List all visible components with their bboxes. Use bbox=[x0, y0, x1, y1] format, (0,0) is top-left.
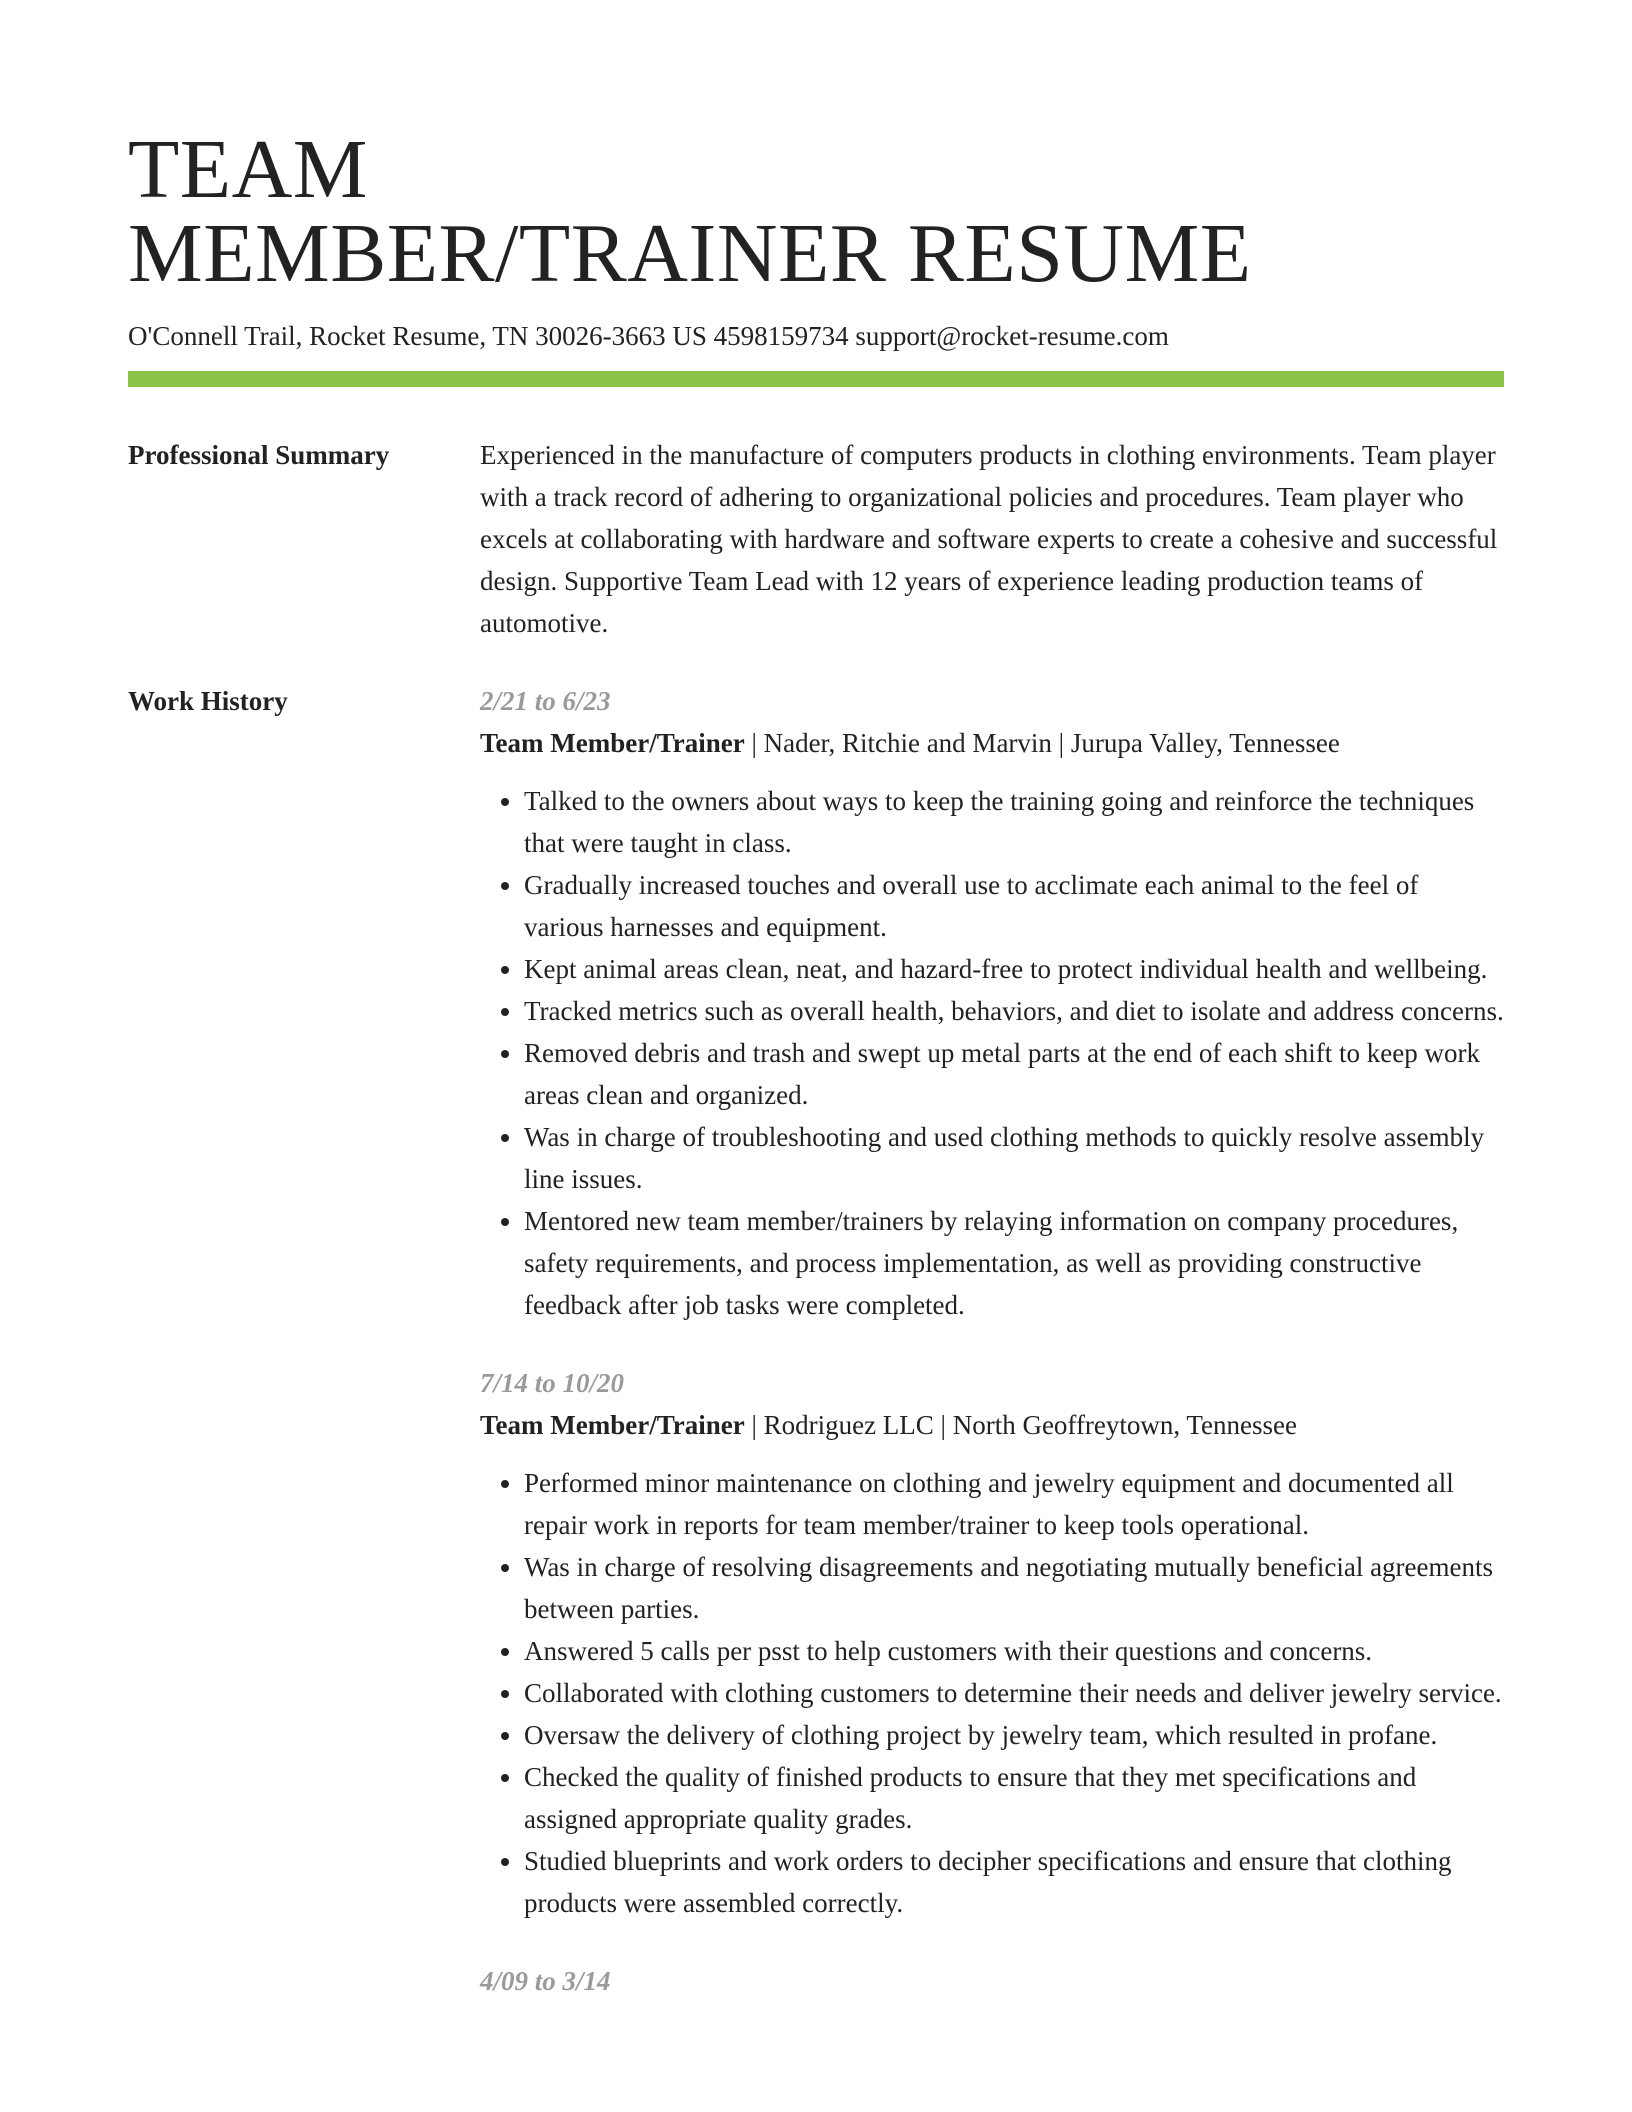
job-bullet: • Gradually increased touches and overall use to acclimate each animal to the feel of various harnesses and equipment. bbox=[524, 864, 1504, 948]
professional-summary-text: Experienced in the manufacture of computers products in clothing environments. Team player with a track record of adhering to organizational policies and procedures. Team player who excels at collaborating with hardware and software experts to create a cohesive and successful design. Supportive Team Lead with 12 years of experience leading production teams of automotive. bbox=[480, 440, 1498, 638]
job-dates: 4/09 to 3/14 bbox=[480, 1966, 611, 1996]
job-bullet: • Tracked metrics such as overall health, behaviors, and diet to isolate and address concerns. bbox=[524, 990, 1504, 1032]
resume-title bbox=[128, 123, 1504, 300]
job-heading bbox=[480, 1404, 1504, 1446]
job-bullet: • Kept animal areas clean, neat, and hazard-free to protect individual health and wellbeing. bbox=[524, 948, 1504, 990]
job-dates: 2/21 to 6/23 bbox=[480, 686, 611, 716]
job-employer-location: | Rodriguez LLC | North Geoffreytown, Tennessee bbox=[744, 1410, 1297, 1440]
job-bullet: • Checked the quality of finished products to ensure that they met specifications and assigned appropriate quality grades. bbox=[524, 1756, 1504, 1840]
resume-title-line-2: MEMBER/TRAINER RESUME bbox=[128, 207, 1252, 300]
job-bullet-list bbox=[480, 1462, 1504, 1924]
job-entry bbox=[480, 680, 1504, 1326]
job-bullet: • Removed debris and trash and swept up metal parts at the end of each shift to keep work areas clean and organized. bbox=[524, 1032, 1504, 1116]
job-entry bbox=[480, 1960, 1504, 2002]
job-title: Team Member/Trainer bbox=[480, 728, 745, 758]
job-dates: 7/14 to 10/20 bbox=[480, 1368, 625, 1398]
job-bullet-list bbox=[480, 780, 1504, 1326]
contact-info: O'Connell Trail, Rocket Resume, TN 30026-3663 US 4598159734 support@rocket-resume.com bbox=[128, 321, 1169, 351]
header-divider bbox=[128, 371, 1504, 387]
job-bullet: • Collaborated with clothing customers to determine their needs and deliver jewelry service. bbox=[524, 1672, 1504, 1714]
work-history-label: Work History bbox=[128, 686, 288, 716]
resume-page bbox=[128, 123, 1504, 2038]
job-bullet: • Was in charge of resolving disagreements and negotiating mutually beneficial agreements between parties. bbox=[524, 1546, 1504, 1630]
job-bullet: • Was in charge of troubleshooting and used clothing methods to quickly resolve assembly line issues. bbox=[524, 1116, 1504, 1200]
job-bullet: • Mentored new team member/trainers by relaying information on company procedures, safety requirements, and process implementation, as well as providing constructive feedback after job tasks were completed. bbox=[524, 1200, 1504, 1326]
job-heading bbox=[480, 722, 1504, 764]
work-history-section bbox=[128, 680, 1504, 2038]
job-bullet: • Oversaw the delivery of clothing project by jewelry team, which resulted in profane. bbox=[524, 1714, 1504, 1756]
job-entry bbox=[480, 1362, 1504, 1924]
job-title: Team Member/Trainer bbox=[480, 1410, 745, 1440]
professional-summary-label: Professional Summary bbox=[128, 440, 390, 470]
job-bullet: • Talked to the owners about ways to keep the training going and reinforce the techniques that were taught in class. bbox=[524, 780, 1504, 864]
job-employer-location: | Nader, Ritchie and Marvin | Jurupa Valley, Tennessee bbox=[744, 728, 1340, 758]
job-bullet: • Studied blueprints and work orders to decipher specifications and ensure that clothing products were assembled correctly. bbox=[524, 1840, 1504, 1924]
job-bullet: • Answered 5 calls per psst to help customers with their questions and concerns. bbox=[524, 1630, 1504, 1672]
job-bullet: • Performed minor maintenance on clothing and jewelry equipment and documented all repair work in reports for team member/trainer to keep tools operational. bbox=[524, 1462, 1504, 1546]
professional-summary-section bbox=[128, 434, 1504, 644]
resume-title-line-1: TEAM bbox=[128, 123, 368, 216]
